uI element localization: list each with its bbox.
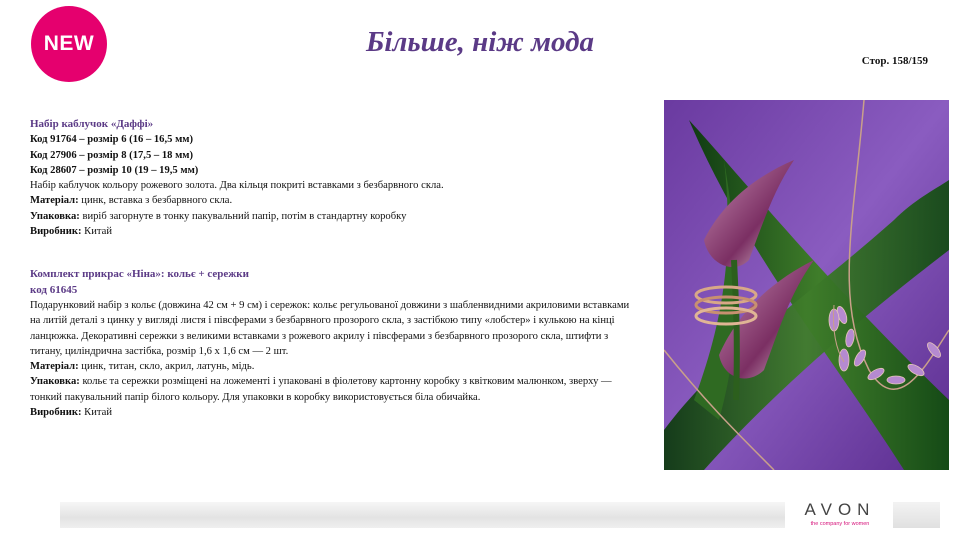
packaging-label: Упаковка: bbox=[30, 376, 80, 388]
packaging-value: кольє та сережки розміщені на ложементі і упаковані в фіолетову картонну коробку з квітковим малюнком, зверху — тонкий пакувальний папір білого кольору. Для упаковки в коробку використовується біла обичайка. bbox=[30, 376, 612, 403]
material-value: цинк, вставка з безбарвного скла. bbox=[78, 195, 233, 207]
product1-code-3: Код 28607 – розмір 10 (19 – 19,5 мм) bbox=[30, 164, 199, 176]
material-label: Матеріал: bbox=[30, 361, 79, 373]
packaging-label: Упаковка: bbox=[30, 210, 80, 222]
footer-bar-end bbox=[893, 502, 940, 528]
maker-label: Виробник: bbox=[30, 226, 82, 238]
product1-title: Набір каблучок «Даффі» bbox=[30, 118, 154, 130]
product1-maker bbox=[30, 224, 642, 239]
footer-bar bbox=[60, 502, 785, 528]
product1-material bbox=[30, 193, 642, 208]
page-number: Стор. 158/159 bbox=[861, 55, 928, 67]
product-descriptions bbox=[30, 117, 642, 420]
avon-logo bbox=[790, 500, 890, 527]
maker-label: Виробник: bbox=[30, 407, 82, 419]
product1-packaging bbox=[30, 209, 642, 224]
product-photo bbox=[664, 100, 949, 470]
maker-value: Китай bbox=[81, 226, 113, 238]
product2-code: код 61645 bbox=[30, 283, 78, 296]
product2-material bbox=[30, 359, 642, 374]
product1-description: Набір каблучок кольору рожевого золота. Два кільця покриті вставками з безбарвного скла. bbox=[30, 180, 444, 192]
new-badge-label: NEW bbox=[43, 32, 95, 55]
material-value: цинк, титан, скло, акрил, латунь, мідь. bbox=[78, 361, 255, 373]
avon-tagline: the company for women bbox=[810, 521, 870, 527]
avon-logo-word: AVON bbox=[804, 500, 876, 519]
product2-maker bbox=[30, 405, 642, 420]
product2-description: Подарунковий набір з кольє (довжина 42 см + 9 см) і сережок: кольє регульованої довжини з шабленвидними акриловими вставками на литій деталі з цинку у вигляді листя і півсферами з безбарвного прозорого скла, з застібкою типу «лобстер» і кулькою на кінці ланцюжка. Декоративні сережки з великими вставками з рожевого акрилу і півсферами з безбарвного прозорого скла, штифти з титану, циліндрична застібка, розмір 1,6 х 1,6 см — 2 шт. bbox=[30, 299, 630, 357]
material-label: Матеріал: bbox=[30, 195, 79, 207]
packaging-value: виріб загорнуте в тонку пакувальний папір, потім в стандартну коробку bbox=[79, 210, 407, 222]
maker-value: Китай bbox=[81, 407, 113, 419]
product1-code-1: Код 91764 – розмір 6 (16 – 16,5 мм) bbox=[30, 134, 194, 146]
product2-title: Комплект прикрас «Ніна»: кольє + сережки bbox=[30, 268, 249, 281]
product1-code-2: Код 27906 – розмір 8 (17,5 – 18 мм) bbox=[30, 149, 194, 161]
page-title: Більше, ніж мода bbox=[365, 26, 595, 58]
product2-packaging bbox=[30, 374, 642, 405]
